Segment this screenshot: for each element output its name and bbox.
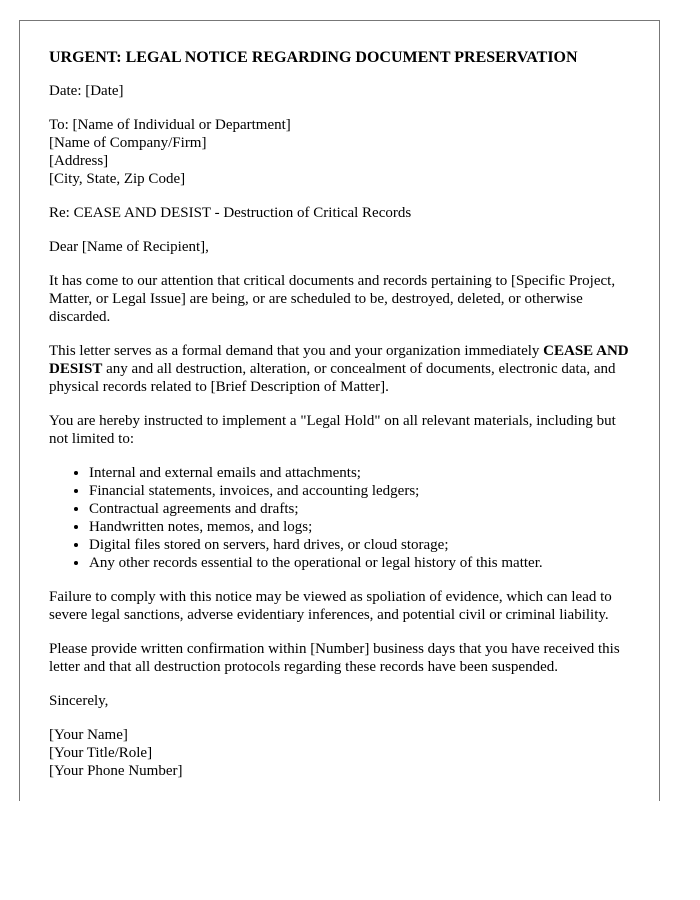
- paragraph-demand: [49, 342, 630, 396]
- signature-block: [49, 726, 630, 780]
- signature-title: [Your Title/Role]: [49, 745, 153, 761]
- recipient-city-state-zip: [City, State, Zip Code]: [49, 171, 186, 187]
- recipient-name: To: [Name of Individual or Department]: [49, 117, 291, 133]
- letter-title: URGENT: LEGAL NOTICE REGARDING DOCUMENT PRESERVATION: [49, 49, 578, 66]
- paragraph-failure: Failure to comply with this notice may be viewed as spoliation of evidence, which can lead to severe legal sanctions, adverse evidentiary inferences, and potential civil or criminal liability.: [49, 589, 612, 623]
- signature-name: [Your Name]: [49, 727, 128, 743]
- date-line: Date: [Date]: [49, 83, 124, 99]
- letter-page: [19, 20, 660, 801]
- list-item: • Contractual agreements and drafts;: [89, 500, 630, 518]
- recipient-address: [Address]: [49, 153, 109, 169]
- cease-and-desist-emphasis: CEASE AND DESIST: [49, 343, 629, 377]
- list-item: • Financial statements, invoices, and accounting ledgers;: [89, 482, 630, 500]
- list-item: • Internal and external emails and attachments;: [89, 464, 630, 482]
- paragraph-attention: It has come to our attention that critical documents and records pertaining to [Specific Project, Matter, or Legal Issue] are being, or are scheduled to be, destroyed, deleted, or otherwise discarded.: [49, 273, 616, 325]
- materials-list: [49, 464, 630, 572]
- recipient-block: [49, 116, 630, 188]
- demand-text-before: This letter serves as a formal demand that you and your organization immediately: [49, 343, 544, 359]
- subject-line: Re: CEASE AND DESIST - Destruction of Critical Records: [49, 205, 412, 221]
- signature-phone: [Your Phone Number]: [49, 763, 183, 779]
- list-item: • Handwritten notes, memos, and logs;: [89, 518, 630, 536]
- closing: Sincerely,: [49, 693, 109, 709]
- recipient-company: [Name of Company/Firm]: [49, 135, 207, 151]
- paragraph-confirmation: Please provide written confirmation within [Number] business days that you have received this letter and that all destruction protocols regarding these records have been suspended.: [49, 641, 620, 675]
- salutation: Dear [Name of Recipient],: [49, 239, 209, 255]
- paragraph-legal-hold: You are hereby instructed to implement a "Legal Hold" on all relevant materials, including but not limited to:: [49, 413, 616, 447]
- list-item: • Digital files stored on servers, hard drives, or cloud storage;: [89, 536, 630, 554]
- list-item: • Any other records essential to the operational or legal history of this matter.: [89, 554, 630, 572]
- demand-text-after: any and all destruction, alteration, or concealment of documents, electronic data, and physical records related to [Brief Description of Matter].: [49, 361, 616, 395]
